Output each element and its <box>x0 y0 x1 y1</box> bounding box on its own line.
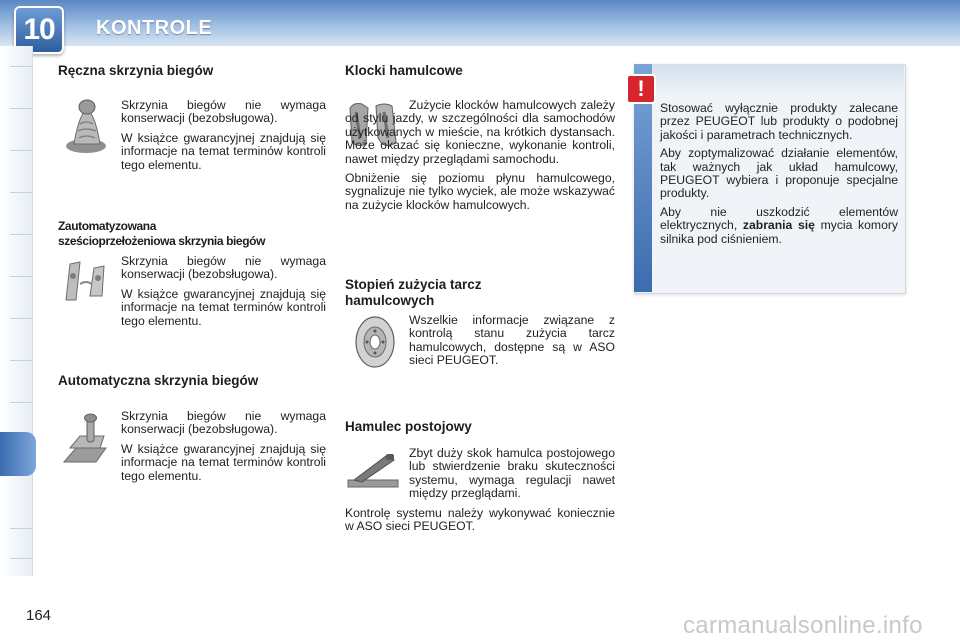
chapter-number: 10 <box>23 13 55 46</box>
chapter-tab-rail <box>0 46 33 576</box>
brake-pads-heading: Klocki hamulcowe <box>345 63 463 78</box>
automated-gearbox-p1: Skrzynia biegów nie wymaga konserwacji (bezobsługowa). <box>121 254 326 282</box>
watermark: carmanualsonline.info <box>683 612 923 639</box>
brake-discs-p1: Wszelkie informacje związane z kontrolą stanu zużycia tarcz hamulcowych, dostępne są w ASO sieci PEUGEOT. <box>409 313 615 368</box>
warning-mark: ! <box>637 76 645 101</box>
brake-disc-icon <box>350 314 400 370</box>
automated-gearbox-p2: W książce gwarancyjnej znajdują się informacje na temat terminów kontroli tego elementu. <box>121 286 326 328</box>
automated-gearbox-heading-line2: sześcioprzełożeniowa skrzynia biegów <box>58 234 266 248</box>
warning-p3-before: Aby nie uszkodzić elementów elektrycznych, <box>660 204 898 233</box>
manual-gearbox-heading: Ręczna skrzynia biegów <box>58 63 214 78</box>
parking-brake-p1: Zbyt duży skok hamulca postojowego lub stwierdzenie braku skuteczności systemu, wymaga regulacji nawet między przeglądami. <box>409 446 615 501</box>
automatic-gearbox-p2: W książce gwarancyjnej znajdują się informacje na temat terminów kontroli tego elementu. <box>121 441 326 483</box>
brake-discs-heading-line2: hamulcowych <box>345 293 435 308</box>
page-number: 164 <box>26 607 52 624</box>
brake-discs-text <box>409 314 615 374</box>
automatic-gearbox-heading: Automatyczna skrzynia biegów <box>58 373 259 388</box>
manual-gearbox-text <box>121 99 326 178</box>
warning-p2: Aby zoptymalizować działanie elementów, tak ważnych jak układ hamulcowy, PEUGEOT wybiera i proponuje specjalne produkty. <box>660 146 898 201</box>
parking-brake-p2: Kontrolę systemu należy wykonywać koniecznie w ASO sieci PEUGEOT. <box>345 505 615 534</box>
automated-gearbox-heading <box>58 219 265 249</box>
page-title: KONTROLE <box>96 17 213 39</box>
manual-gearbox-p1: Skrzynia biegów nie wymaga konserwacji (bezobsługowa). <box>121 98 326 126</box>
automated-gearbox-text <box>121 255 326 334</box>
manual-gear-lever-icon <box>62 98 110 156</box>
warning-text <box>660 102 898 251</box>
chapter-tab-active[interactable] <box>0 432 36 476</box>
paddle-shifters-icon <box>60 256 114 306</box>
parking-brake-heading: Hamulec postojowy <box>345 419 472 434</box>
warning-p3-after: mycia komory silnika pod ciśnieniem. <box>660 218 899 246</box>
warning-p3-bold: zabrania się <box>742 218 815 233</box>
brake-pads-text <box>345 99 615 218</box>
brake-pads-p2: Obniżenie się poziomu płynu hamulcowego, sygnalizuje nie tylko wyciek, ale może wskazywać na zużycie klocków hamulcowych. <box>345 171 615 212</box>
automatic-gearbox-text <box>121 410 326 489</box>
brake-discs-heading-line1: Stopień zużycia tarcz <box>345 277 482 292</box>
brake-discs-heading <box>345 277 482 309</box>
manual-gearbox-p2: W książce gwarancyjnej znajdują się informacje na temat terminów kontroli tego elementu. <box>121 130 326 172</box>
automatic-selector-icon <box>60 412 110 470</box>
parking-brake-text <box>345 447 615 539</box>
warning-p1: Stosować wyłącznie produkty zalecane przez PEUGEOT lub produkty o podobnej jakości i parametrach technicznych. <box>660 101 898 142</box>
automated-gearbox-heading-line1: Zautomatyzowana <box>58 219 157 233</box>
warning-p3 <box>660 206 898 246</box>
warning-exclamation-icon <box>626 74 656 104</box>
automatic-gearbox-p1: Skrzynia biegów nie wymaga konserwacji (bezobsługowa). <box>121 409 326 437</box>
brake-pads-p1: Zużycie klocków hamulcowych zależy od stylu jazdy, w szczególności dla samochodów użytkowanych w mieście, na krótkich dystansach. Może okazać się konieczne, wykonanie kontroli, nawet między przeglądami samochodu. <box>345 98 615 166</box>
warning-box-header <box>652 64 904 96</box>
